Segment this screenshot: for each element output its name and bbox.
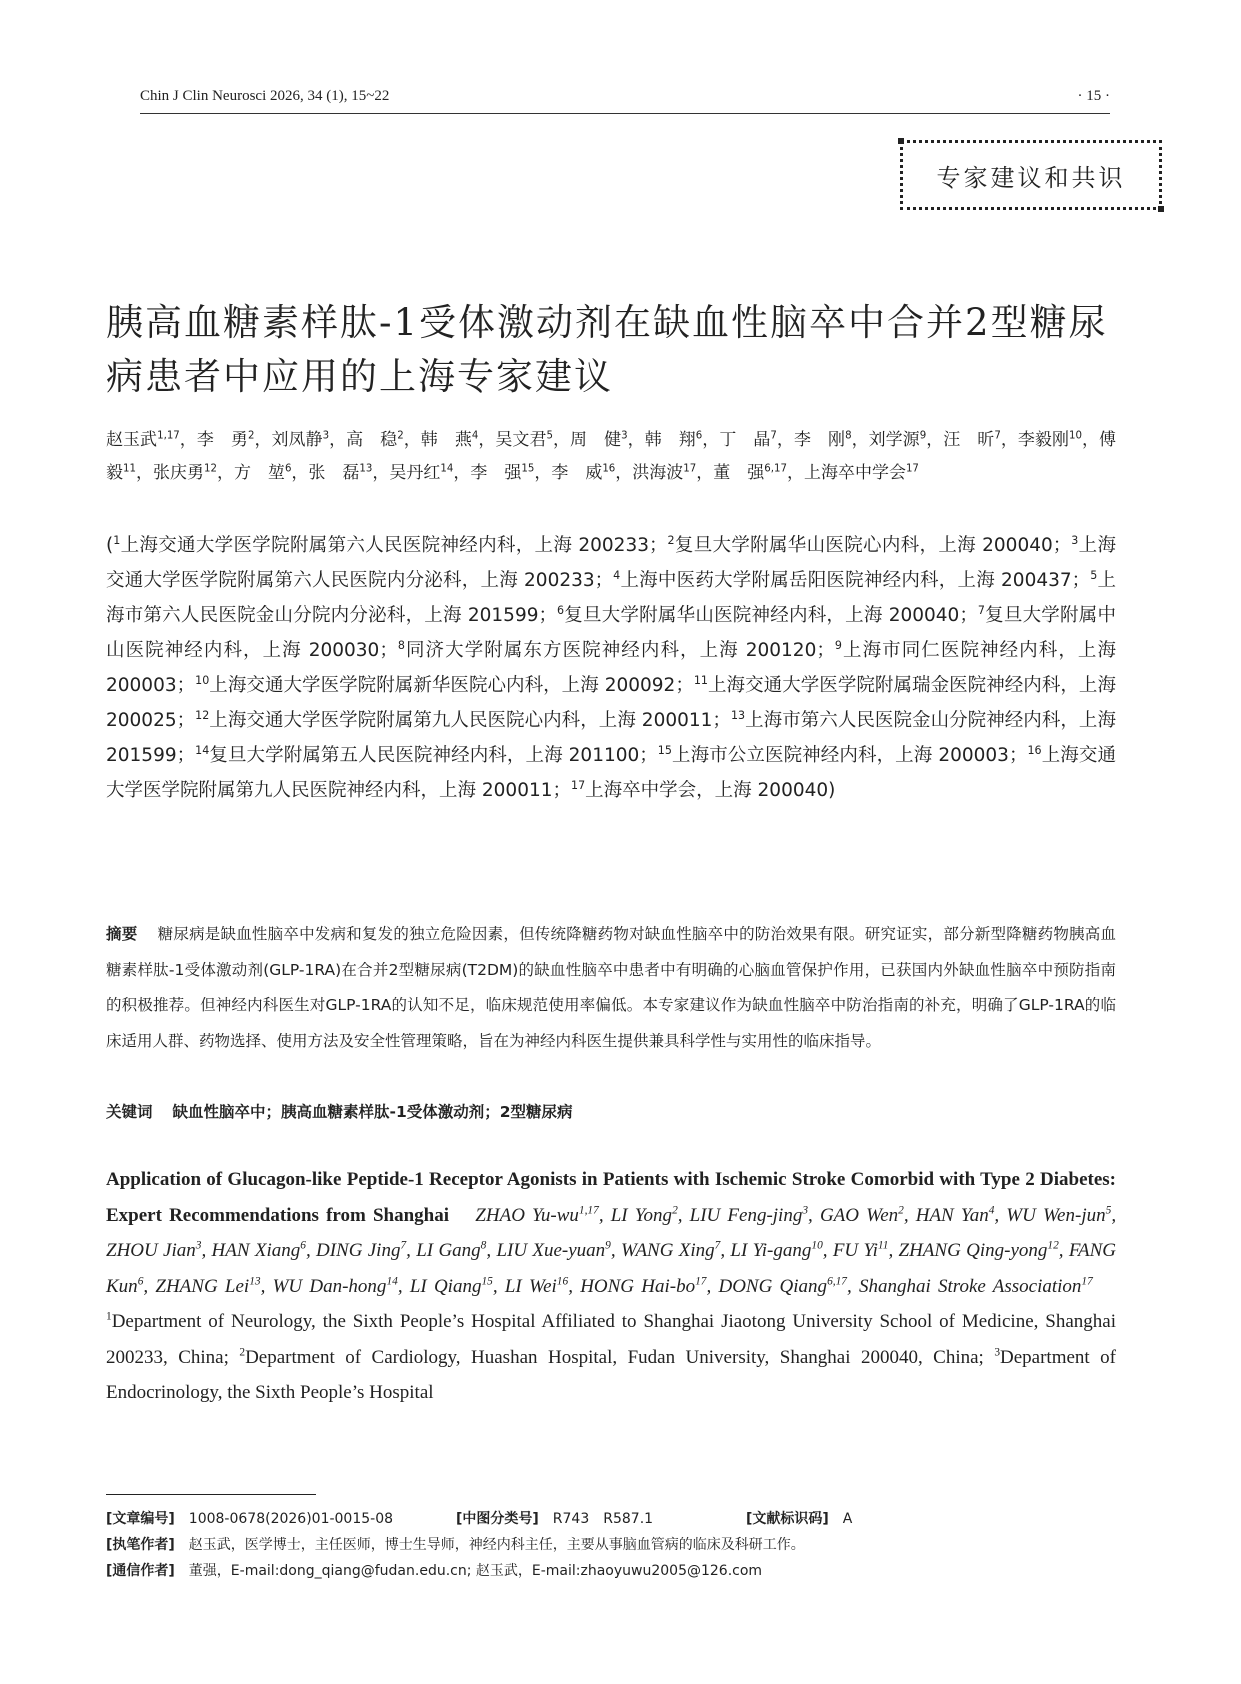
affiliation-sup: 14 (195, 743, 210, 757)
author-name-en: LI Gang (416, 1240, 481, 1261)
column-label-box (900, 140, 1162, 210)
affiliation-sup-en: 2 (239, 1346, 246, 1359)
column-label: 专家建议和共识 (936, 163, 1126, 192)
abstract-text: 糖尿病是缺血性脑卒中发病和复发的独立危险因素，但传统降糖药物对缺血性脑卒中的防治效果有限。研究证实，部分新型降糖药物胰高血糖素样肽-1受体激动剂(GLP-1RA)在合并2型糖尿病(T2DM)的缺血性脑卒中患者中有明确的心脑血管保护作用，已获国内外缺血性脑卒中预防指南的积极推荐。但神经内科医生对GLP-1RA的认知不足，临床规范使用率偏低。本专家建议作为缺血性脑卒中防治指南的补充，明确了GLP-1RA的临床适用人群、药物选择、使用方法及安全性管理策略，旨在为神经内科医生提供兼具科学性与实用性的临床指导。 (106, 925, 1116, 1050)
author-affil-sup: 9 (919, 430, 927, 442)
author-affil-sup-en: 6,17 (827, 1275, 847, 1288)
affiliation-sup: 10 (195, 673, 210, 687)
page-number: · 15 · (1077, 88, 1110, 104)
author-affil-sup: 1,17 (157, 430, 180, 442)
doc-code-label: [文献标识码] (746, 1511, 829, 1527)
author-name: 刘学源 (868, 430, 920, 450)
affiliation-text: 上海市公立医院神经内科，上海 200003 (671, 745, 1009, 766)
clc-label: [中图分类号] (456, 1511, 539, 1527)
affiliation-text: 复旦大学附属华山医院心内科，上海 200040 (674, 535, 1053, 556)
journal-citation: Chin J Clin Neurosci 2026, 34 (1), 15~22 (140, 88, 390, 104)
author-affil-sup: 5 (546, 430, 553, 442)
author-affil-sup: 14 (440, 463, 454, 475)
author-name-en: HAN Yan (915, 1204, 989, 1226)
author-name-en: FANG Kun (106, 1240, 1116, 1297)
affiliation-text: 上海中医药大学附属岳阳医院神经内科，上海 200437 (620, 570, 1072, 591)
author-affil-sup-en: 17 (1081, 1275, 1093, 1288)
author-name: 方 堃 (233, 463, 285, 483)
affiliation-sup: 13 (730, 708, 746, 722)
author-name-en: LI Wei (504, 1275, 557, 1297)
author-name: 李 勇 (196, 430, 248, 450)
author-affil-sup: 16 (602, 463, 616, 475)
affiliation-text: 上海卒中学会，上海 200040 (585, 780, 829, 801)
author-affil-sup-en: 7 (714, 1239, 721, 1252)
affiliation-sup-en: 1 (106, 1310, 112, 1323)
affiliation-sup: 1 (113, 533, 121, 547)
author-name: 韩 翔 (644, 430, 696, 450)
author-affil-sup: 17 (905, 463, 919, 475)
affiliation-text: 上海交通大学医学院附属第六人民医院内分泌科，上海 200233 (106, 535, 1116, 591)
affiliation-text: 同济大学附属东方医院神经内科，上海 200120 (404, 640, 817, 661)
author-affil-sup: 10 (1068, 430, 1082, 442)
author-name: 张 磊 (308, 463, 360, 483)
affiliation-sup: 11 (693, 673, 708, 687)
author-name: 周 健 (570, 430, 622, 450)
english-abstract-header (106, 1162, 1116, 1411)
abstract-label: 摘要 (106, 925, 138, 943)
author-affil-sup: 7 (994, 430, 1001, 442)
author-name-en: ZHOU Jian (106, 1240, 196, 1261)
affiliation-text: 上海市同仁医院神经内科，上海 200003 (106, 640, 1116, 696)
author-affil-sup-en: 9 (605, 1239, 611, 1252)
footnote-row-metadata (106, 1506, 1116, 1532)
author-affil-sup-en: 1,17 (578, 1204, 599, 1217)
author-name: 李 威 (551, 463, 603, 483)
author-affil-sup: 15 (521, 463, 535, 475)
author-affil-sup-en: 2 (672, 1204, 678, 1217)
author-name-en: WU Wen-jun (1006, 1204, 1106, 1226)
author-affil-sup-en: 6 (300, 1239, 306, 1252)
author-affil-sup-en: 6 (137, 1275, 144, 1288)
author-name: 张庆勇 (152, 463, 204, 483)
affiliation-text-en: Department of Neurology, the Sixth People’s Hospital Affiliated to Shanghai Jiaotong University School of Medicine, Shanghai 200233, China; (106, 1311, 1116, 1368)
author-name-en: Shanghai Stroke Association (859, 1275, 1082, 1297)
author-affil-sup-en: 2 (898, 1204, 904, 1217)
author-affil-sup-en: 7 (400, 1239, 407, 1252)
author-name: 丁 晶 (719, 430, 771, 450)
affiliation-text-en: Department of Cardiology, Huashan Hospital, Fudan University, Shanghai 200040, China; (245, 1346, 984, 1368)
affiliation-text: 上海交通大学医学院附属瑞金医院神经内科，上海 200025 (106, 675, 1116, 731)
author-affil-sup: 11 (123, 463, 136, 475)
author-name-en: HONG Hai-bo (580, 1275, 696, 1297)
author-name: 吴丹红 (389, 463, 441, 483)
author-affil-sup: 4 (471, 430, 479, 442)
author-name-en: ZHANG Qing-yong (898, 1240, 1048, 1261)
author-name: 李 刚 (793, 430, 846, 450)
author-name: 上海卒中学会 (803, 463, 906, 483)
author-name-en: FU Yi (832, 1240, 878, 1261)
keywords-label: 关键词 (106, 1103, 153, 1121)
footnote-row-corresponding (106, 1558, 1116, 1584)
author-name-en: LI Yi-gang (730, 1240, 812, 1261)
author-affil-sup-en: 12 (1047, 1239, 1059, 1252)
author-name-en: WU Dan-hong (272, 1275, 387, 1297)
corresponding-info: 董强，E-mail:dong_qiang@fudan.edu.cn; 赵玉武，E-mail:zhaoyuwu2005@126.com (188, 1563, 763, 1579)
author-affil-sup-en: 16 (556, 1275, 569, 1288)
affiliation-text-en: Department of Endocrinology, the Sixth People’s Hospital (106, 1346, 1117, 1403)
author-name-en: WANG Xing (620, 1240, 715, 1261)
article-title: 胰高血糖素样肽-1受体激动剂在缺血性脑卒中合并2型糖尿病患者中应用的上海专家建议 (106, 301, 1108, 398)
author-affil-sup: 17 (683, 463, 697, 475)
author-affil-sup-en: 3 (802, 1204, 809, 1217)
author-name: 韩 燕 (420, 430, 472, 450)
author-name: 高 稳 (346, 430, 398, 450)
author-name: 刘凤静 (271, 430, 323, 450)
affiliation-sup: 9 (834, 638, 842, 652)
affiliation-sup: 12 (195, 708, 210, 722)
author-name-en: ZHANG Lei (155, 1275, 250, 1297)
affiliation-sup: 6 (557, 603, 565, 617)
article-no: 1008-0678(2026)01-0015-08 (188, 1511, 394, 1527)
author-affil-sup-en: 5 (1105, 1204, 1112, 1217)
affiliation-text: 上海市第六人民医院金山分院神经内科，上海 201599 (106, 710, 1116, 766)
author-name-en: LI Yong (610, 1204, 673, 1226)
affiliation-sup: 2 (667, 533, 675, 547)
author-name-en: DONG Qiang (718, 1275, 828, 1297)
affiliation-sup: 7 (977, 603, 985, 617)
footnote-divider (106, 1494, 316, 1495)
affiliation-text: 上海交通大学医学院附属第九人民医院心内科，上海 200011 (209, 710, 713, 731)
first-author-label: [执笔作者] (106, 1537, 175, 1553)
affiliation-sup-en: 3 (994, 1346, 1001, 1359)
running-head (140, 84, 1110, 114)
author-affil-sup: 2 (247, 430, 255, 442)
english-author-list: ZHAO Yu-wu$^{1,17}$, LI Yong$^2$, LIU Feng-jing$^3$, GAO Wen$^2$, HAN Yan$^4$, WU Wen-jun$^5$, ZHOU Jian$^3$, HAN Xiang$^6$, DING Jing$^7$, LI Gang$^8$, LIU Xue-yuan$^9$, WANG Xing$^7$, LI Yi-gang$^{10}$, FU Yi$^{11}$, ZHANG Qing-yong$^{12}$, FANG Kun$^6$, ZHANG Lei$^{13}$, WU Dan-hong$^{14}$, LI Qiang$^{15}$, LI Wei$^{16}$, HONG Hai-$bo^{17}$, DONG Qiang$^{6,17}$, Shanghai Stroke Association$^{17}$ (106, 1204, 1117, 1297)
author-name-en: ZHAO Yu-wu (475, 1204, 579, 1226)
affiliation-sup: 3 (1071, 533, 1079, 547)
footnotes (106, 1506, 1116, 1584)
author-name: 赵玉武 (106, 430, 158, 450)
keywords (106, 1097, 1116, 1127)
author-affil-sup-en: 11 (877, 1239, 889, 1252)
author-affil-sup-en: 14 (386, 1275, 398, 1288)
author-affil-sup-en: 3 (195, 1239, 202, 1252)
affiliation-text: 上海交通大学医学院附属第九人民医院神经内科，上海 200011 (106, 745, 1116, 801)
author-name-en: HAN Xiang (211, 1240, 301, 1261)
footnote-row-first-author (106, 1532, 1116, 1558)
author-name-en: GAO Wen (819, 1204, 899, 1226)
author-affil-sup-en: 13 (249, 1275, 261, 1288)
author-name-en: LIU Xue-yuan (496, 1240, 606, 1261)
corresponding-label: [通信作者] (106, 1563, 175, 1579)
article-no-label: [文章编号] (106, 1511, 175, 1527)
author-name: 汪 昕 (943, 430, 995, 450)
author-name: 李毅刚 (1017, 430, 1069, 450)
author-affil-sup: 6 (695, 430, 703, 442)
affiliation-text: 复旦大学附属华山医院神经内科，上海 200040 (564, 605, 960, 626)
affiliation-sup: 15 (657, 743, 672, 757)
clc-code: R743 R587.1 (552, 1511, 654, 1527)
affiliation-text: 上海交通大学医学院附属第六人民医院神经内科，上海 200233 (120, 535, 649, 556)
author-name-en: DING Jing (316, 1240, 401, 1261)
affiliations-cn: ($^1$上海交通大学医学院附属第六人民医院神经内科，上海 200233；$^2$复旦大学附属华山医院心内科，上海 200040；$^3$上海交通大学医学院附属第六人民医院内分泌科，上海 200233；$^4$上海中医药大学附属岳阳医院神经内科，上海 200437；$^5$上海市第六人民医院金山分院内分泌科，上海 201599；$^6$复旦大学附属华山医院神经内科，上海 200040；$^7$复旦大学附属中山医院神经内科，上海 200030；$^8$同济大学附属东方医院神经内科，上海 200120；$^9$上海市同仁医院神经内科，上海 200003；$^{10}$上海交通大学医学院附属新华医院心内科，上海 200092；$^{11}$上海交通大学医学院附属瑞金医院神经内科，上海 200025；$^{12}$上海交通大学医学院附属第九人民医院心内科，上海 200011；$^{13}$上海市第六人民医院金山分院神经内科，上海 201599；$^{14}$复旦大学附属第五人民医院神经内科，上海 201100；$^{15}$上海市公立医院神经内科，上海 200003；$^{16}$上海交通大学医学院附属第九人民医院神经内科，上海 200011；$^{17}$上海卒中学会，上海 200040) (106, 533, 1116, 801)
author-affil-sup-en: 10 (811, 1239, 823, 1252)
author-name-en: LIU Feng-jing (689, 1204, 803, 1226)
author-affil-sup-en: 8 (480, 1239, 487, 1252)
author-affil-sup: 6 (284, 463, 292, 475)
author-affil-sup: 2 (397, 430, 404, 442)
author-affil-sup-en: 15 (481, 1275, 493, 1288)
author-affil-sup: 3 (322, 430, 330, 442)
author-name: 傅 毅 (106, 430, 1134, 483)
affiliation-sup: 17 (571, 778, 586, 792)
author-name-en: LI Qiang (409, 1275, 482, 1297)
english-affiliations (106, 1311, 1116, 1403)
keywords-text: 缺血性脑卒中；胰高血糖素样肽-1受体激动剂；2型糖尿病 (172, 1103, 573, 1121)
abstract (106, 917, 1116, 1059)
affiliation-sup: 8 (397, 638, 405, 652)
author-name: 董 强 (713, 463, 765, 483)
author-affil-sup-en: 4 (988, 1204, 995, 1217)
author-affil-sup: 7 (770, 430, 777, 442)
author-affil-sup: 12 (203, 463, 217, 475)
first-author-info: 赵玉武，医学博士，主任医师，博士生导师，神经内科主任，主要从事脑血管病的临床及科研工作。 (188, 1537, 805, 1553)
affiliation-sup: 16 (1027, 743, 1042, 757)
affiliation-text: 复旦大学附属中山医院神经内科，上海 200030 (106, 605, 1116, 661)
author-affil-sup-en: 17 (695, 1275, 707, 1288)
author-list-cn: 赵玉武$^{1,17}$，李 勇$^2$，刘凤静$^3$，高 稳$^2$，韩 燕$^4$，吴文君$^5$，周 健$^3$，韩 翔$^6$，丁 晶$^7$，李 刚$^8$，刘学源$^9$，汪 昕$^7$，李毅刚$^{10}$，傅 毅$^{11}$，张庆勇$^{12}$，方 堃$^6$，张 磊$^{13}$，吴丹红$^{14}$，李 强$^{15}$，李 威$^{16}$，洪海波$^{17}$，董 强$^{6,17}$，上海卒中学会$^{17}$ (106, 430, 1134, 483)
affiliation-text: 上海交通大学医学院附属新华医院心内科，上海 200092 (209, 675, 676, 696)
author-affil-sup: 8 (845, 430, 852, 442)
author-affil-sup: 13 (359, 463, 373, 475)
affiliation-text: 复旦大学附属第五人民医院神经内科，上海 201100 (209, 745, 640, 766)
author-name: 李 强 (470, 463, 522, 483)
affiliation-sup: 5 (1090, 568, 1098, 582)
affiliation-sup: 4 (613, 568, 621, 582)
english-title: Application of Glucagon-like Peptide-1 Receptor Agonists in Patients with Ischemic Stroke Comorbid with Type 2 Diabetes: Expert Recommendations from Shanghai (106, 1169, 1116, 1226)
author-affil-sup: 6,17 (764, 463, 787, 475)
author-name: 吴文君 (495, 430, 547, 450)
affiliation-text: 上海市第六人民医院金山分院内分泌科，上海 201599 (106, 570, 1116, 626)
author-affil-sup: 3 (621, 430, 628, 442)
author-name: 洪海波 (632, 463, 684, 483)
doc-code: A (842, 1511, 853, 1527)
